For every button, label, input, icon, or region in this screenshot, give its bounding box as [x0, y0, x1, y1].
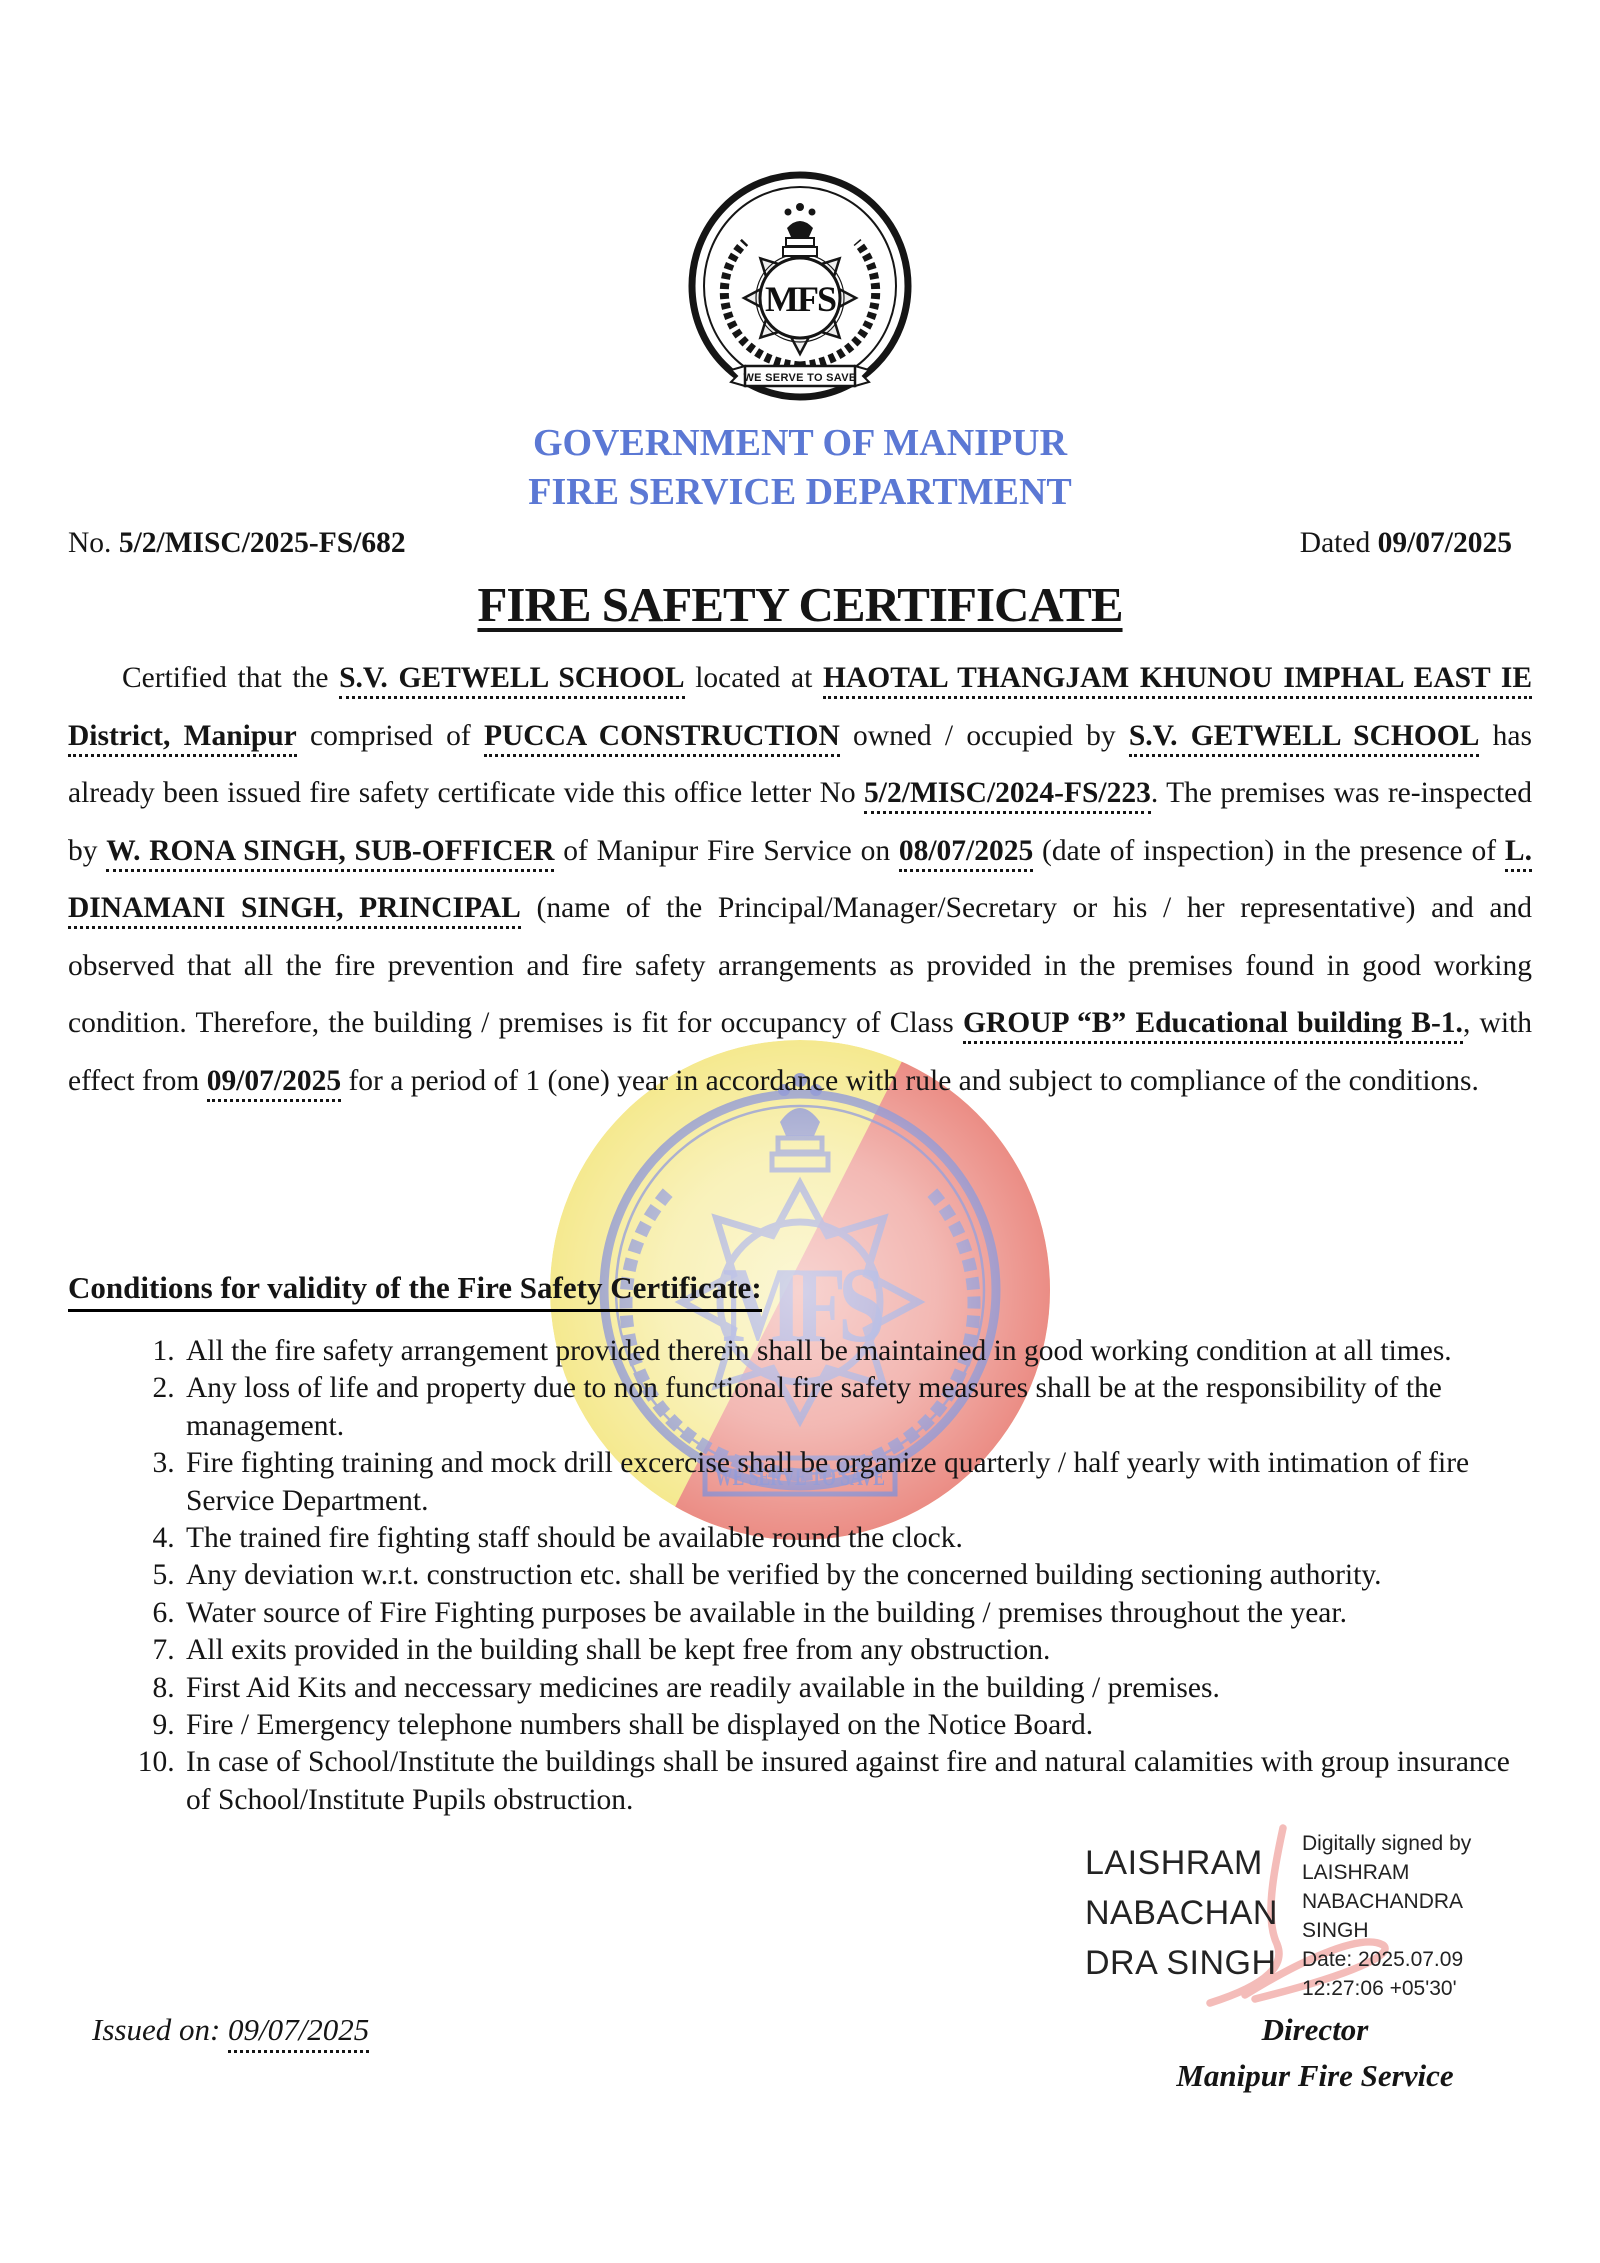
condition-item: 8. First Aid Kits and neccessary medicines are readily available in the building / premises.	[182, 1670, 1530, 1707]
paragraph-segment: 09/07/2025	[207, 1065, 341, 1102]
condition-item: 1. All the fire safety arrangement provided therein shall be maintained in good working condition at all times.	[182, 1333, 1530, 1370]
condition-item: 4. The trained fire fighting staff should be available round the clock.	[182, 1520, 1530, 1557]
paragraph-segment: S.V. GETWELL SCHOOL	[339, 662, 684, 699]
text-line: NABACHANDRA	[1302, 1890, 1464, 1913]
condition-item: 9. Fire / Emergency telephone numbers shall be displayed on the Notice Board.	[182, 1707, 1530, 1744]
text-line: Digitally signed by	[1302, 1832, 1472, 1855]
dated-label: Dated	[1299, 527, 1378, 559]
condition-item: 10. In case of School/Institute the buildings shall be insured against fire and natural calamities with group insurance of School/Institute Pupils obstruction.	[182, 1744, 1530, 1819]
paragraph-segment: W. RONA SINGH, SUB-OFFICER	[106, 835, 554, 872]
dated-value: 09/07/2025	[1377, 527, 1512, 559]
paragraph-segment: has already been issued fire safety certificate vide this office letter No	[68, 719, 1532, 809]
org-name-line2: FIRE SERVICE DEPARTMENT	[528, 471, 1072, 513]
condition-item: 2. Any loss of life and property due to non functional fire safety measures shall be at the responsibility of the management.	[182, 1370, 1530, 1445]
paragraph-segment: comprised of	[296, 719, 484, 752]
condition-item: 6. Water source of Fire Fighting purposes be available in the building / premises throughout the year.	[182, 1595, 1530, 1632]
mfs-logo	[687, 170, 913, 402]
paragraph-segment: 08/07/2025	[899, 835, 1033, 872]
issued-on	[92, 2012, 369, 2048]
text-line: NABACHAN	[1085, 1894, 1278, 1932]
paragraph-segment: S.V. GETWELL SCHOOL	[1129, 720, 1480, 757]
condition-item: 5. Any deviation w.r.t. construction etc. shall be verified by the concerned building sectioning authority.	[182, 1557, 1530, 1594]
paragraph-segment: . The premises was re-inspected by	[68, 777, 1532, 867]
signatory-name	[1085, 1838, 1278, 1988]
reference-value: 5/2/MISC/2025-FS/682	[118, 527, 406, 559]
document-title: FIRE SAFETY CERTIFICATE	[477, 577, 1123, 632]
certificate-body-paragraph	[68, 650, 1532, 1110]
condition-item: 7. All exits provided in the building shall be kept free from any obstruction.	[182, 1632, 1530, 1669]
signatory-role: Director	[1261, 2012, 1369, 2047]
paragraph-segment: Certified that the	[122, 662, 340, 694]
conditions-ordered-list	[68, 1333, 1530, 1819]
condition-item: 3. Fire fighting training and mock drill excercise shall be organize quarterly / half yearly with intimation of fire Service Department.	[182, 1445, 1530, 1520]
text-line: SINGH	[1302, 1919, 1369, 1942]
paragraph-segment: L. DINAMANI SINGH, PRINCIPAL	[68, 835, 1532, 930]
paragraph-segment: for a period of 1 (one) year in accordance with rule and subject to compliance of the conditions.	[341, 1064, 1479, 1097]
paragraph-segment: HAOTAL THANGJAM KHUNOU IMPHAL EAST IE District, Manipur	[68, 662, 1532, 757]
text-line: 12:27:06 +05'30'	[1302, 1977, 1457, 2000]
paragraph-segment: , with effect from	[68, 1007, 1532, 1097]
signatory-organization: Manipur Fire Service	[1176, 2058, 1454, 2093]
paragraph-segment: (date of inspection) in the presence of	[1033, 834, 1505, 867]
issued-on-date: 09/07/2025	[228, 2012, 369, 2053]
paragraph-segment: located at	[684, 662, 824, 694]
digital-signature-details	[1302, 1829, 1471, 2003]
reference-label: No.	[68, 527, 119, 559]
reference-number	[68, 527, 406, 560]
conditions-list	[68, 1333, 1530, 1819]
paragraph-segment: of Manipur Fire Service on	[554, 834, 899, 867]
reference-row	[68, 527, 1512, 560]
text-line: LAISHRAM	[1085, 1844, 1263, 1882]
paragraph-segment: (name of the Principal/Manager/Secretary or his / her representative) and and observed that all the fire prevention and fire safety arrangements as provided in the premises found in good working condition. Therefore, the building / premises is fit for occupancy of Class	[68, 892, 1533, 1039]
paragraph-segment: 5/2/MISC/2024-FS/223	[864, 777, 1151, 814]
text-line: DRA SINGH	[1085, 1944, 1277, 1982]
conditions-heading: Conditions for validity of the Fire Safety Certificate:	[68, 1270, 762, 1312]
paragraph-segment: owned / occupied by	[839, 719, 1129, 752]
mfs-logo-graphic	[687, 170, 913, 402]
text-line: Date: 2025.07.09	[1302, 1948, 1464, 1971]
paragraph-segment: GROUP “B” Educational building B-1.	[963, 1007, 1463, 1044]
text-line: LAISHRAM	[1302, 1861, 1410, 1884]
logo-monogram-text: MFS	[765, 279, 835, 319]
dated	[1300, 527, 1512, 560]
logo-motto-text: WE SERVE TO SAVE	[743, 372, 857, 384]
issued-on-label: Issued on:	[92, 2012, 229, 2047]
org-name-line1: GOVERNMENT OF MANIPUR	[532, 422, 1068, 464]
paragraph-segment: PUCCA CONSTRUCTION	[484, 720, 840, 757]
